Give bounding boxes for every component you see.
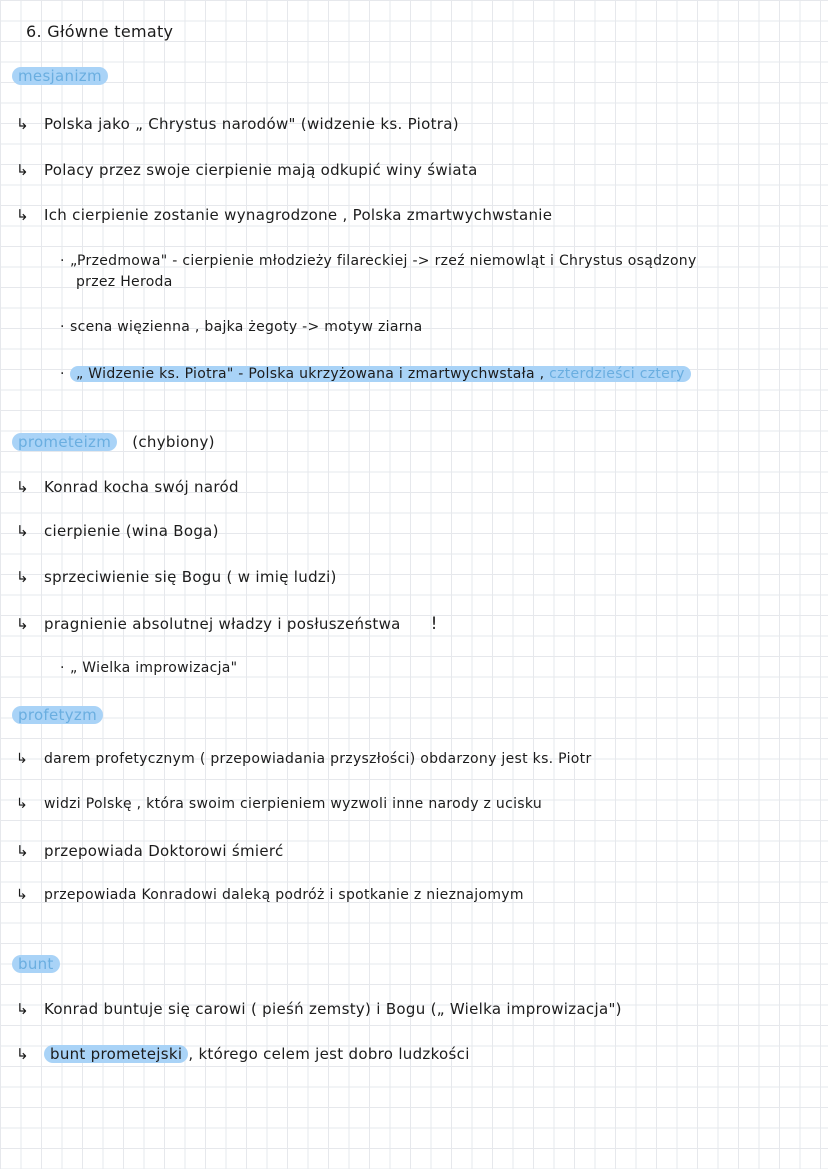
list-item — [16, 161, 478, 179]
list-item — [16, 796, 542, 812]
bullet-text: scena więzienna , bajka żegoty -> motyw ziarna — [70, 319, 423, 335]
arrow-icon: ↳ — [16, 1045, 29, 1063]
bullet-item — [60, 319, 423, 335]
list-item — [16, 115, 459, 133]
arrow-icon: ↳ — [16, 796, 29, 812]
heading-label: profetyzm — [12, 706, 103, 724]
list-item — [16, 887, 524, 903]
list-item — [16, 842, 284, 860]
item-text: Ich cierpienie zostanie wynagrodzone , Polska zmartwychwstanie — [44, 206, 553, 224]
list-item — [16, 568, 337, 586]
list-item — [16, 751, 592, 767]
item-text: Polacy przez swoje cierpienie mają odkupić winy świata — [44, 161, 478, 179]
bullet-dot-icon: · — [60, 660, 65, 676]
list-item — [16, 1045, 470, 1063]
item-text: sprzeciwienie się Bogu ( w imię ludzi) — [44, 568, 337, 586]
bullet-continuation: przez Heroda — [76, 274, 173, 290]
list-item — [16, 614, 438, 634]
item-text: , którego celem jest dobro ludzkości — [188, 1045, 470, 1063]
exclamation-mark: ! — [430, 614, 438, 634]
arrow-icon: ↳ — [16, 478, 29, 496]
page-title: 6. Główne tematy — [26, 22, 174, 41]
section-heading-profetyzm — [12, 706, 103, 724]
bullet-text: „ Widzenie ks. Piotra" - Polska ukrzyżowana i zmartwychwstała , — [76, 366, 545, 382]
item-text: Polska jako „ Chrystus narodów" (widzenie ks. Piotra) — [44, 115, 459, 133]
item-text: pragnienie absolutnej władzy i posłuszeństwa — [44, 615, 401, 633]
item-text-highlighted: bunt prometejski — [44, 1045, 188, 1063]
arrow-icon: ↳ — [16, 842, 29, 860]
bullet-text: „Przedmowa" - cierpienie młodzieży filareckiej -> rzeź niemowląt i Chrystus osądzony — [70, 253, 697, 269]
arrow-icon: ↳ — [16, 522, 29, 540]
bullet-dot-icon: · — [60, 366, 65, 382]
heading-label: bunt — [12, 955, 60, 973]
arrow-icon: ↳ — [16, 887, 29, 903]
bullet-dot-icon: · — [60, 253, 65, 269]
list-item — [16, 206, 552, 224]
bullet-dot-icon: · — [60, 319, 65, 335]
bullet-highlight-text: czterdzieści cztery — [549, 366, 685, 382]
arrow-icon: ↳ — [16, 751, 29, 767]
item-text: przepowiada Konradowi daleką podróż i spotkanie z nieznajomym — [44, 887, 524, 903]
item-text: Konrad buntuje się carowi ( pieśń zemsty) i Bogu („ Wielka improwizacja") — [44, 1000, 622, 1018]
heading-note: (chybiony) — [132, 433, 215, 451]
heading-label: mesjanizm — [12, 67, 108, 85]
section-heading-bunt — [12, 955, 60, 973]
list-item — [16, 1000, 622, 1018]
item-text: widzi Polskę , która swoim cierpieniem wyzwoli inne narody z ucisku — [44, 796, 543, 812]
bullet-item — [60, 660, 237, 676]
arrow-icon: ↳ — [16, 206, 29, 224]
section-heading-prometeizm — [12, 433, 215, 451]
item-text: darem profetycznym ( przepowiadania przyszłości) obdarzony jest ks. Piotr — [44, 751, 592, 767]
bullet-item — [60, 366, 691, 382]
item-text: przepowiada Doktorowi śmierć — [44, 842, 284, 860]
bullet-text: „ Wielka improwizacja" — [70, 660, 238, 676]
arrow-icon: ↳ — [16, 568, 29, 586]
list-item — [16, 522, 219, 540]
arrow-icon: ↳ — [16, 115, 29, 133]
bullet-text-highlighted — [70, 366, 691, 382]
heading-label: prometeizm — [12, 433, 117, 451]
arrow-icon: ↳ — [16, 161, 29, 179]
item-text: cierpienie (wina Boga) — [44, 522, 219, 540]
bullet-item — [60, 253, 697, 269]
arrow-icon: ↳ — [16, 615, 29, 633]
section-heading-mesjanizm — [12, 67, 108, 85]
item-text: Konrad kocha swój naród — [44, 478, 239, 496]
arrow-icon: ↳ — [16, 1000, 29, 1018]
list-item — [16, 478, 239, 496]
